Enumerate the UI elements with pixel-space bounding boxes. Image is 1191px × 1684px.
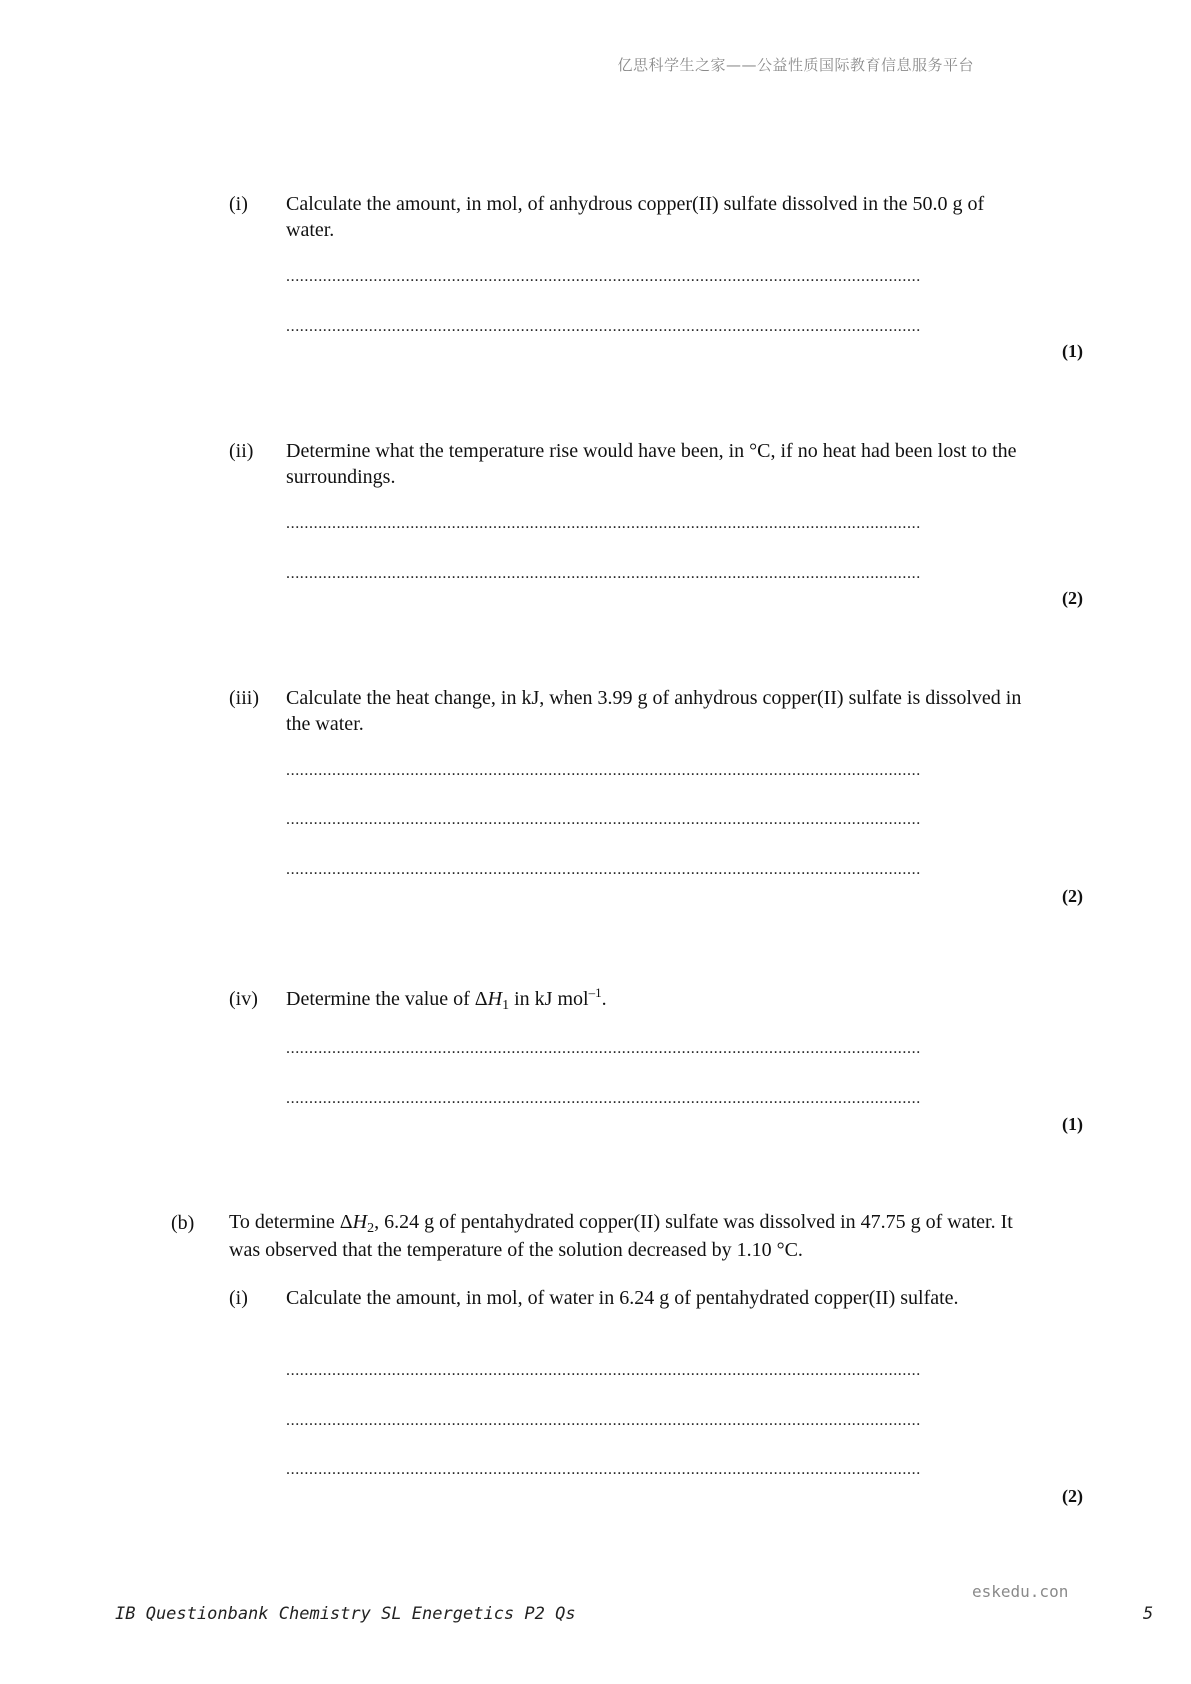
question-number-a-iii: (iii) (229, 687, 259, 709)
answer-line[interactable]: .......................................................................................................................................... (286, 515, 921, 532)
answer-line[interactable]: .......................................................................................................................................... (286, 268, 921, 285)
answer-line[interactable]: .......................................................................................................................................... (286, 1362, 921, 1379)
question-text-a-iii: Calculate the heat change, in kJ, when 3.99 g of anhydrous copper(II) sulfate is dissolved in the water. (286, 687, 1022, 735)
answer-line[interactable]: .......................................................................................................................................... (286, 811, 921, 828)
question-text-b (229, 1208, 1039, 1264)
text-segment: , 6.24 g of pentahydrated copper(II) sulfate was dissolved in 47.75 g of water. It was observed that the temperature of the solution decreased by 1.10 °C. (229, 1211, 1013, 1261)
answer-line[interactable]: .......................................................................................................................................... (286, 565, 921, 582)
answer-line[interactable]: .......................................................................................................................................... (286, 1090, 921, 1107)
marks-a-iii: (2) (1062, 886, 1083, 906)
question-text-a-i: Calculate the amount, in mol, of anhydrous copper(II) sulfate dissolved in the 50.0 g of water. (286, 193, 985, 241)
page-number: 5 (1143, 1604, 1154, 1624)
answer-line[interactable]: .......................................................................................................................................... (286, 1412, 921, 1429)
question-text-a-ii: Determine what the temperature rise would have been, in °C, if no heat had been lost to the surroundings. (286, 440, 1017, 488)
question-number-a-i: (i) (229, 193, 248, 215)
question-text-b-i: Calculate the amount, in mol, of water in 6.24 g of pentahydrated copper(II) sulfate. (286, 1287, 959, 1309)
subscript: 1 (502, 998, 510, 1013)
answer-line[interactable]: .......................................................................................................................................... (286, 762, 921, 779)
marks-b-i: (2) (1062, 1486, 1083, 1506)
question-number-b-i: (i) (229, 1287, 248, 1309)
answer-line[interactable]: .......................................................................................................................................... (286, 318, 921, 335)
enthalpy-symbol: H (487, 988, 503, 1010)
answer-line[interactable]: .......................................................................................................................................... (286, 1461, 921, 1478)
answer-line[interactable]: .......................................................................................................................................... (286, 861, 921, 878)
text-segment: To determine Δ (229, 1211, 353, 1233)
question-number-a-iv: (iv) (229, 988, 258, 1010)
question-number-a-ii: (ii) (229, 440, 254, 462)
question-text-a-iv (286, 986, 1026, 1012)
text-segment: . (601, 988, 607, 1010)
enthalpy-symbol: H (352, 1211, 368, 1233)
marks-a-iv: (1) (1062, 1114, 1083, 1134)
marks-a-ii: (2) (1062, 588, 1083, 608)
footer-title: IB Questionbank Chemistry SL Energetics P2 Qs (115, 1604, 576, 1624)
watermark-header: 亿思科学生之家——公益性质国际教育信息服务平台 (617, 56, 974, 74)
site-watermark: eskedu.con (972, 1582, 1069, 1601)
marks-a-i: (1) (1062, 341, 1083, 361)
subscript: 2 (367, 1221, 375, 1236)
superscript: –1 (588, 985, 602, 1000)
answer-line[interactable]: .......................................................................................................................................... (286, 1040, 921, 1057)
text-segment: in kJ mol (509, 988, 589, 1010)
question-number-b: (b) (171, 1212, 195, 1234)
text-segment: Determine the value of Δ (286, 988, 488, 1010)
